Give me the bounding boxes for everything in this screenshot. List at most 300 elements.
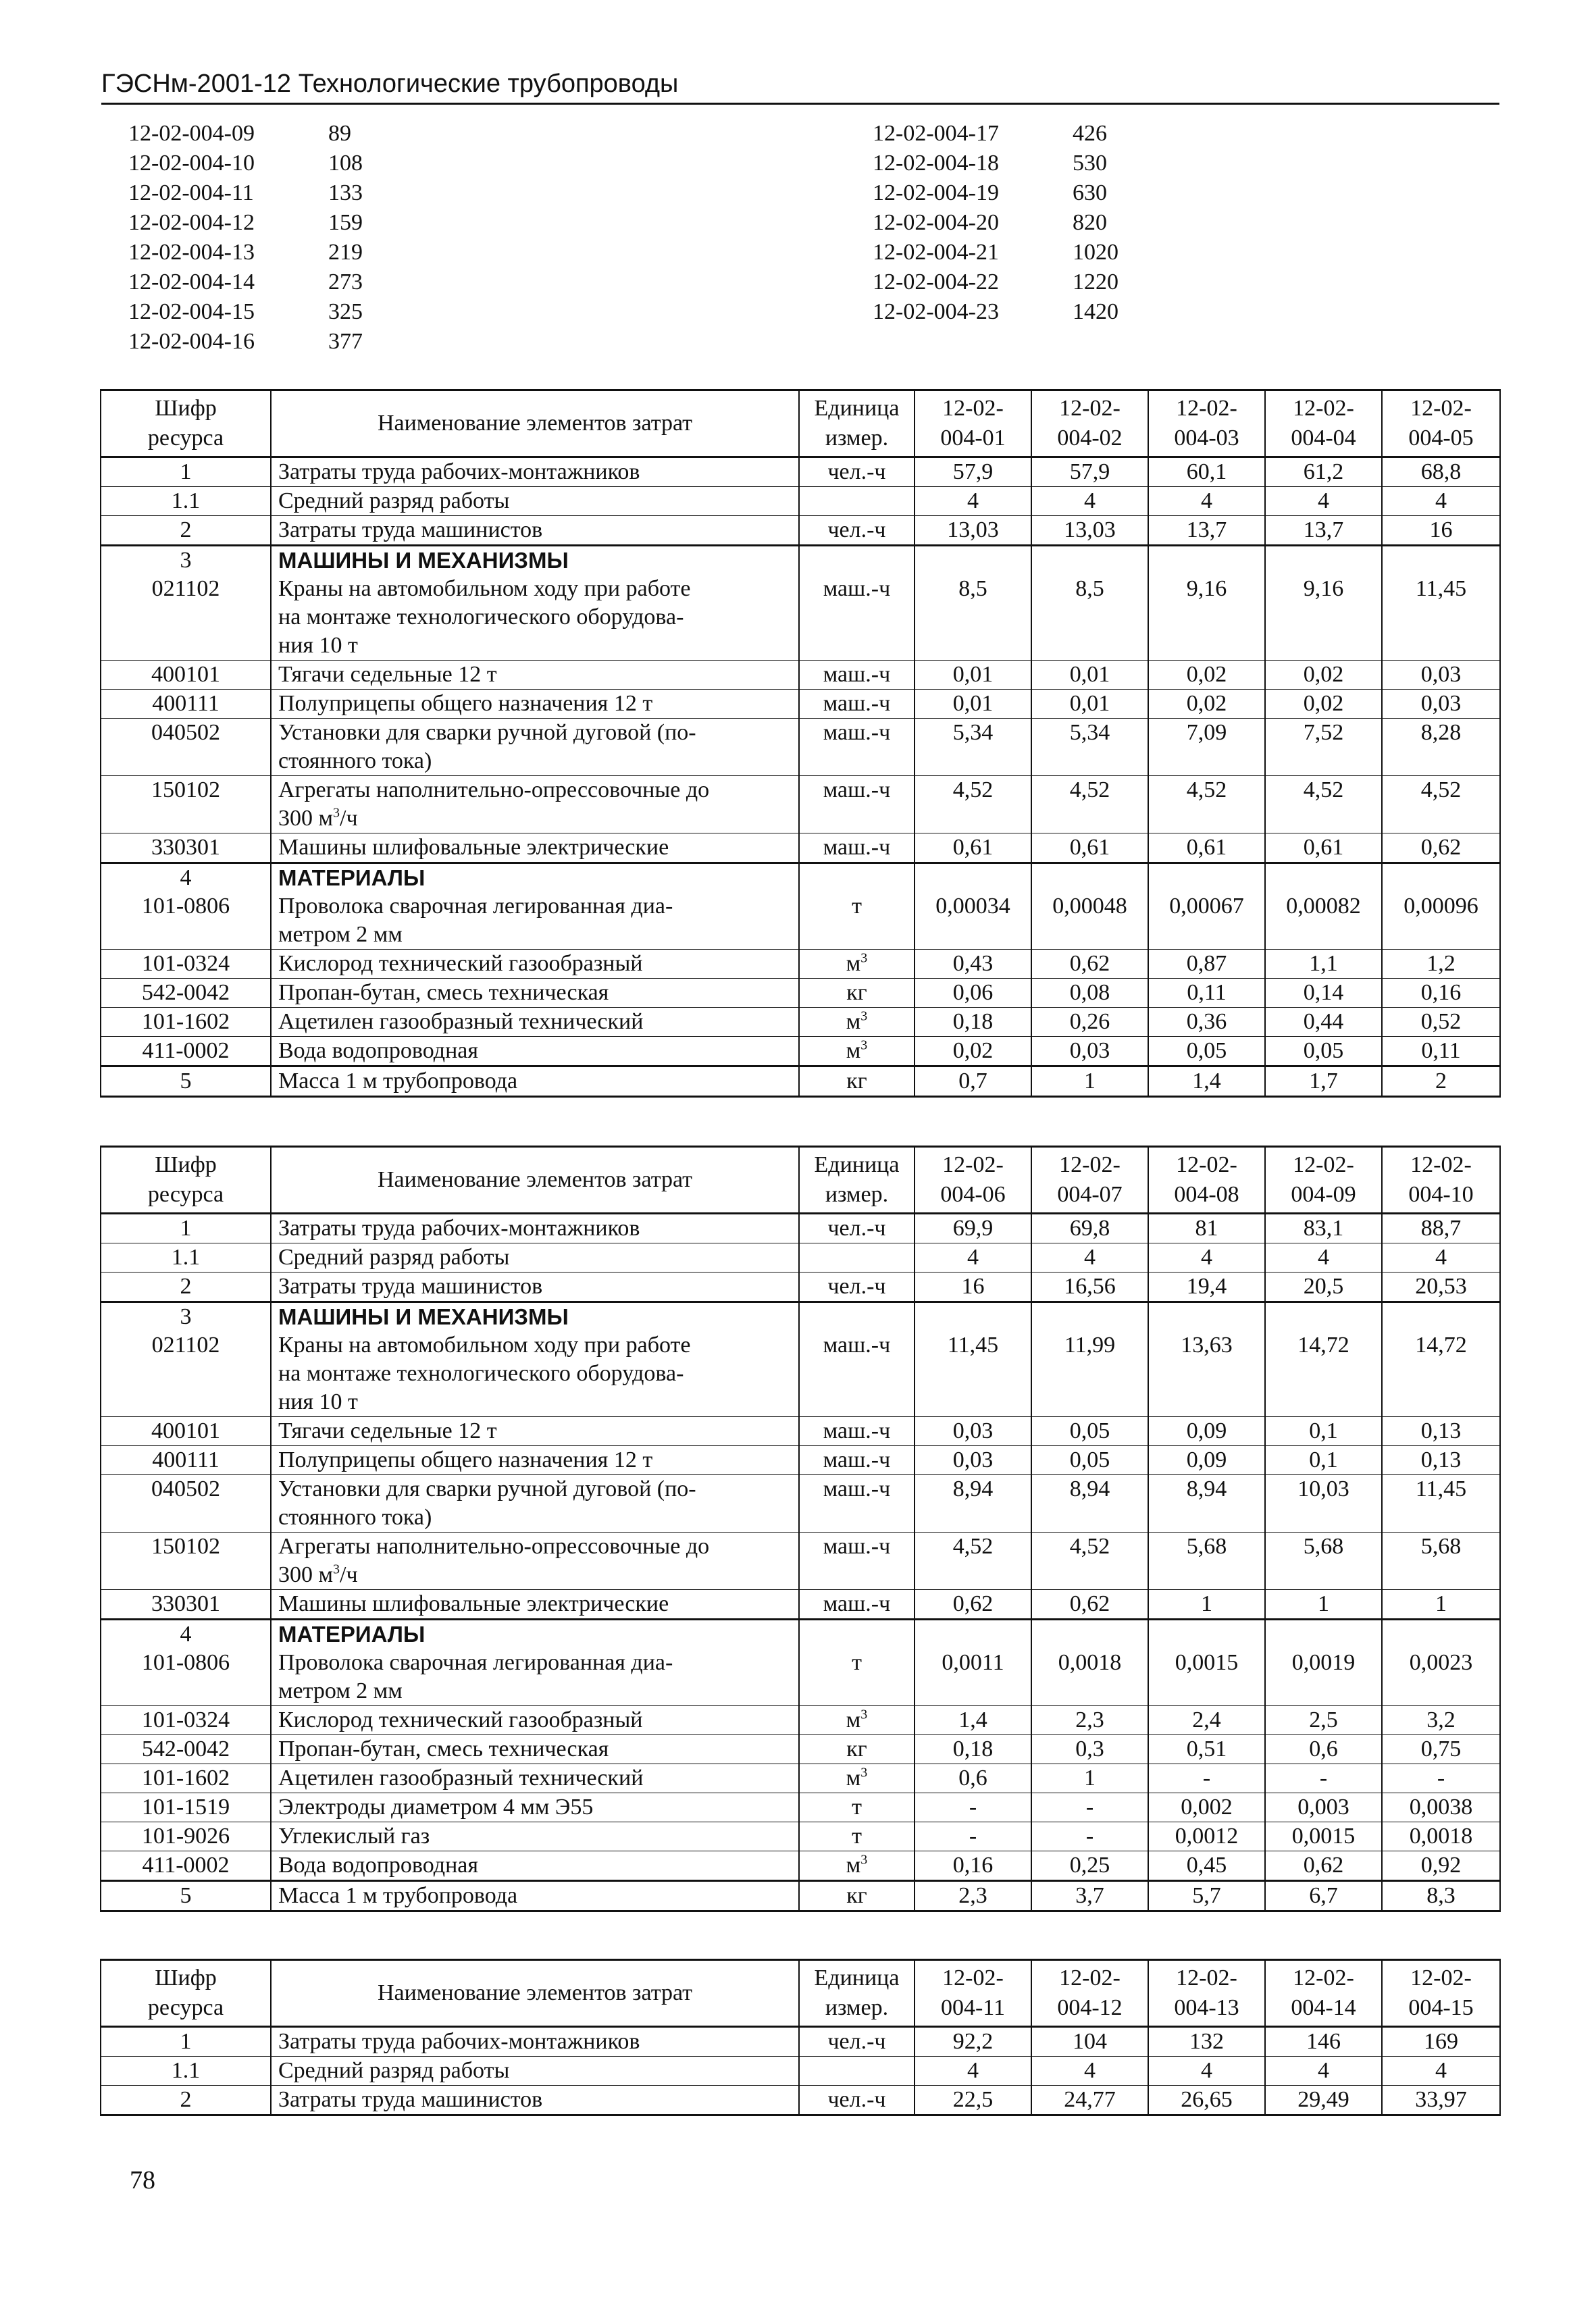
resource-code: 101-0324 <box>101 1706 271 1735</box>
code-list-code: 12-02-004-10 <box>128 151 255 176</box>
resource-value: 4 <box>1148 487 1265 516</box>
resource-value: 26,65 <box>1148 2086 1265 2115</box>
resource-name-line: Тягачи седельные 12 т <box>278 662 497 687</box>
resource-value: 0,08 <box>1031 979 1148 1008</box>
header-column-code: 12-02- 004-06 <box>915 1147 1031 1214</box>
table-row <box>101 661 1500 690</box>
resource-value: 1,1 <box>1265 950 1382 979</box>
code-list-diameter: 1220 <box>1073 269 1118 294</box>
resource-value: 0,0018 <box>1382 1822 1500 1851</box>
resource-value <box>915 546 1031 575</box>
resource-unit: маш.-ч <box>799 690 915 719</box>
resource-value <box>1031 1620 1148 1649</box>
table-row <box>101 719 1500 776</box>
resource-name-line: Проволока сварочная легированная диа- <box>278 1650 673 1675</box>
page-number: 78 <box>130 2166 155 2194</box>
resource-name <box>271 1272 799 1302</box>
table-row <box>101 1851 1500 1881</box>
table-row <box>101 575 1500 661</box>
resource-value: 29,49 <box>1265 2086 1382 2115</box>
resource-value: 0,03 <box>1382 690 1500 719</box>
resource-value: 0,0015 <box>1148 1649 1265 1706</box>
resource-value: 60,1 <box>1148 457 1265 487</box>
resource-value: 2 <box>1382 1066 1500 1097</box>
table-row <box>101 1008 1500 1037</box>
resource-code: 150102 <box>101 1533 271 1590</box>
code-list-code: 12-02-004-19 <box>873 180 999 205</box>
resource-value: 0,09 <box>1148 1417 1265 1446</box>
resource-code: 101-1602 <box>101 1764 271 1793</box>
resource-unit <box>799 1243 915 1272</box>
resource-value: 4,52 <box>1148 776 1265 833</box>
resource-name <box>271 1066 799 1097</box>
table-row <box>101 1793 1500 1822</box>
resource-value: 0,03 <box>915 1446 1031 1475</box>
resource-unit <box>799 863 915 893</box>
resource-name <box>271 546 799 575</box>
resource-value: 8,94 <box>915 1475 1031 1533</box>
resource-value <box>1265 863 1382 893</box>
resource-unit: чел.-ч <box>799 2086 915 2115</box>
resource-value: - <box>915 1793 1031 1822</box>
code-list-diameter: 530 <box>1073 151 1107 176</box>
header-name: Наименование элементов затрат <box>271 1147 799 1214</box>
table-header-row <box>101 1960 1500 2027</box>
resource-unit: т <box>799 1793 915 1822</box>
resource-value: 0,05 <box>1031 1446 1148 1475</box>
code-list-code: 12-02-004-14 <box>128 269 255 294</box>
header-column-code: 12-02- 004-01 <box>915 390 1031 457</box>
resource-name-line: Затраты труда машинистов <box>278 2087 543 2112</box>
resource-value: 0,26 <box>1031 1008 1148 1037</box>
header-column-code: 12-02- 004-15 <box>1382 1960 1500 2027</box>
resource-value: 0,61 <box>1031 833 1148 863</box>
table-row <box>101 1446 1500 1475</box>
resource-unit: $м^3$ <box>799 1851 915 1881</box>
table-row <box>101 1764 1500 1793</box>
resource-unit: кг <box>799 979 915 1008</box>
resource-value: 0,003 <box>1265 1793 1382 1822</box>
resource-value: 169 <box>1382 2027 1500 2057</box>
resource-value: 0,05 <box>1265 1037 1382 1066</box>
table-row <box>101 1649 1500 1706</box>
code-list-code: 12-02-004-20 <box>873 210 999 235</box>
resource-unit: $м^3$ <box>799 1706 915 1735</box>
resource-value: 2,3 <box>915 1881 1031 1911</box>
resource-value: 3,2 <box>1382 1706 1500 1735</box>
resource-value: 0,0019 <box>1265 1649 1382 1706</box>
resource-code: 150102 <box>101 776 271 833</box>
resource-unit <box>799 546 915 575</box>
resource-name <box>271 1008 799 1037</box>
resource-value: 2,5 <box>1265 1706 1382 1735</box>
table-row <box>101 1620 1500 1649</box>
resource-code: 411-0002 <box>101 1037 271 1066</box>
resource-name-line: стоянного тока) <box>278 1505 432 1530</box>
code-list-diameter: 89 <box>328 121 351 146</box>
resource-unit: маш.-ч <box>799 1475 915 1533</box>
table-row <box>101 1881 1500 1911</box>
code-list-right <box>873 119 1174 327</box>
resource-name-line: Полуприцепы общего назначения 12 т <box>278 1447 653 1472</box>
resource-value: 13,63 <box>1148 1331 1265 1417</box>
code-list-code: 12-02-004-17 <box>873 121 999 146</box>
code-list-row <box>873 238 1174 267</box>
resource-value: 2,3 <box>1031 1706 1148 1735</box>
header-unit: Единица измер. <box>799 1147 915 1214</box>
resource-value: 0,00096 <box>1382 892 1500 950</box>
resource-name <box>271 516 799 546</box>
resource-value: 4,52 <box>915 1533 1031 1590</box>
resource-name-line: Машины шлифовальные электрические <box>278 835 669 860</box>
resource-code: 1.1 <box>101 1243 271 1272</box>
resource-value: 0,06 <box>915 979 1031 1008</box>
resource-name <box>271 1735 799 1764</box>
resource-value: 4,52 <box>1265 776 1382 833</box>
resource-code: 542-0042 <box>101 1735 271 1764</box>
resource-value: 13,7 <box>1148 516 1265 546</box>
table-row <box>101 1331 1500 1417</box>
table-row <box>101 1272 1500 1302</box>
resource-code: 021102 <box>101 1331 271 1417</box>
resource-value: 24,77 <box>1031 2086 1148 2115</box>
resource-name <box>271 1475 799 1533</box>
resource-value: 0,16 <box>915 1851 1031 1881</box>
resource-value: 0,01 <box>1031 661 1148 690</box>
resource-value: 0,7 <box>915 1066 1031 1097</box>
resource-code: 021102 <box>101 575 271 661</box>
resource-unit: $м^3$ <box>799 1037 915 1066</box>
resource-value: 0,00034 <box>915 892 1031 950</box>
resource-code: 3 <box>101 546 271 575</box>
resource-name <box>271 863 799 893</box>
resource-name <box>271 719 799 776</box>
resource-name <box>271 979 799 1008</box>
resource-value: 0,002 <box>1148 1793 1265 1822</box>
resource-name <box>271 1214 799 1243</box>
code-list-row <box>873 119 1174 149</box>
resource-value: 8,94 <box>1148 1475 1265 1533</box>
resource-value: 0,62 <box>1031 950 1148 979</box>
resource-name <box>271 457 799 487</box>
resource-value: 0,02 <box>915 1037 1031 1066</box>
resource-value: 0,51 <box>1148 1735 1265 1764</box>
resource-name <box>271 487 799 516</box>
table-row <box>101 1590 1500 1620</box>
header-column-code: 12-02- 004-04 <box>1265 390 1382 457</box>
resource-code: 1 <box>101 2027 271 2057</box>
resource-value: 3,7 <box>1031 1881 1148 1911</box>
code-list-code: 12-02-004-13 <box>128 240 255 265</box>
resource-value: 11,45 <box>1382 1475 1500 1533</box>
code-list-diameter: 820 <box>1073 210 1107 235</box>
resource-value: 0,0023 <box>1382 1649 1500 1706</box>
code-list-diameter: 1420 <box>1073 299 1118 324</box>
resource-name-line: Затраты труда рабочих-монтажников <box>278 1216 640 1241</box>
code-list-diameter: 273 <box>328 269 363 294</box>
code-list-diameter: 133 <box>328 180 363 205</box>
table-row <box>101 2027 1500 2057</box>
resource-value: 1 <box>1148 1590 1265 1620</box>
resource-code: 4 <box>101 863 271 893</box>
resource-value: 22,5 <box>915 2086 1031 2115</box>
resource-name <box>271 1446 799 1475</box>
table-row <box>101 1243 1500 1272</box>
resource-value: 0,1 <box>1265 1417 1382 1446</box>
table-row <box>101 1706 1500 1735</box>
resource-value: 1,4 <box>915 1706 1031 1735</box>
resource-value: 13,03 <box>1031 516 1148 546</box>
resource-name <box>271 2057 799 2086</box>
code-list-row <box>873 208 1174 238</box>
resource-value: 8,3 <box>1382 1881 1500 1911</box>
resource-unit <box>799 1620 915 1649</box>
resource-value: 0,16 <box>1382 979 1500 1008</box>
resource-unit: маш.-ч <box>799 719 915 776</box>
resource-value: 0,11 <box>1148 979 1265 1008</box>
resource-table-3 <box>100 1959 1501 2116</box>
resource-value: 7,52 <box>1265 719 1382 776</box>
code-list-row <box>128 327 430 357</box>
resource-code: 1.1 <box>101 487 271 516</box>
resource-value: 0,43 <box>915 950 1031 979</box>
resource-name-line: Затраты труда машинистов <box>278 1274 543 1299</box>
resource-value: 2,4 <box>1148 1706 1265 1735</box>
resource-name-line: МАТЕРИАЛЫ <box>278 865 426 890</box>
resource-value: - <box>1031 1793 1148 1822</box>
resource-name-line: Кислород технический газообразный <box>278 951 643 976</box>
resource-value: 0,62 <box>915 1590 1031 1620</box>
table-row <box>101 1417 1500 1446</box>
resource-value: 0,01 <box>915 661 1031 690</box>
resource-value: 19,4 <box>1148 1272 1265 1302</box>
resource-value: 0,0015 <box>1265 1822 1382 1851</box>
resource-unit: чел.-ч <box>799 1214 915 1243</box>
table-row <box>101 979 1500 1008</box>
code-list-row <box>128 119 430 149</box>
resource-name-line: 300 $м^3/ч$ <box>278 1562 358 1587</box>
header-column-code: 12-02- 004-03 <box>1148 390 1265 457</box>
resource-name <box>271 776 799 833</box>
header-column-code: 12-02- 004-09 <box>1265 1147 1382 1214</box>
resource-unit: т <box>799 1649 915 1706</box>
resource-name-line: на монтаже технологического оборудова- <box>278 1361 684 1386</box>
header-column-code: 12-02- 004-13 <box>1148 1960 1265 2027</box>
resource-code: 101-1519 <box>101 1793 271 1822</box>
resource-value: 1,4 <box>1148 1066 1265 1097</box>
resource-value: 1,2 <box>1382 950 1500 979</box>
resource-name <box>271 1417 799 1446</box>
resource-name <box>271 1649 799 1706</box>
resource-value: 0,01 <box>1031 690 1148 719</box>
resource-code: 040502 <box>101 1475 271 1533</box>
resource-unit: маш.-ч <box>799 1533 915 1590</box>
resource-name-line: 300 $м^3/ч$ <box>278 805 358 831</box>
resource-name-line: метром 2 мм <box>278 1678 403 1703</box>
resource-value: 1 <box>1382 1590 1500 1620</box>
resource-value: 0,02 <box>1265 690 1382 719</box>
resource-value: 0,87 <box>1148 950 1265 979</box>
code-list-row <box>873 178 1174 208</box>
header-name: Наименование элементов затрат <box>271 1960 799 2027</box>
table-row <box>101 516 1500 546</box>
resource-unit: маш.-ч <box>799 1417 915 1446</box>
table-header-row <box>101 390 1500 457</box>
resource-name <box>271 892 799 950</box>
resource-value: 0,3 <box>1031 1735 1148 1764</box>
resource-value: 20,53 <box>1382 1272 1500 1302</box>
resource-value: 5,34 <box>915 719 1031 776</box>
resource-value: 69,8 <box>1031 1214 1148 1243</box>
resource-code: 101-1602 <box>101 1008 271 1037</box>
resource-value: 4 <box>915 2057 1031 2086</box>
header-column-code: 12-02- 004-02 <box>1031 390 1148 457</box>
header-column-code: 12-02- 004-08 <box>1148 1147 1265 1214</box>
code-list-code: 12-02-004-11 <box>128 180 254 205</box>
resource-value: 5,68 <box>1265 1533 1382 1590</box>
resource-unit: $м^3$ <box>799 950 915 979</box>
resource-unit <box>799 487 915 516</box>
resource-code: 411-0002 <box>101 1851 271 1881</box>
resource-code: 040502 <box>101 719 271 776</box>
resource-code: 400101 <box>101 661 271 690</box>
resource-value: 0,03 <box>1382 661 1500 690</box>
resource-value: 4 <box>1031 487 1148 516</box>
resource-value: 0,36 <box>1148 1008 1265 1037</box>
resource-code: 4 <box>101 1620 271 1649</box>
resource-value: 0,61 <box>1265 833 1382 863</box>
resource-value: 0,61 <box>1148 833 1265 863</box>
table-row <box>101 457 1500 487</box>
resource-value: 0,05 <box>1031 1417 1148 1446</box>
resource-value: 0,11 <box>1382 1037 1500 1066</box>
resource-value: 8,28 <box>1382 719 1500 776</box>
resource-name <box>271 1793 799 1822</box>
resource-value: - <box>915 1822 1031 1851</box>
resource-value: 57,9 <box>1031 457 1148 487</box>
resource-name <box>271 1620 799 1649</box>
resource-value: 1 <box>1031 1066 1148 1097</box>
resource-name-line: ния 10 т <box>278 1389 358 1414</box>
resource-name-line: Агрегаты наполнительно-опрессовочные до <box>278 1534 710 1559</box>
code-list-diameter: 1020 <box>1073 240 1118 265</box>
code-list-row <box>128 267 430 297</box>
resource-value: 0,14 <box>1265 979 1382 1008</box>
resource-value: 8,94 <box>1031 1475 1148 1533</box>
header-column-code: 12-02- 004-12 <box>1031 1960 1148 2027</box>
header-unit: Единица измер. <box>799 390 915 457</box>
resource-value: 0,25 <box>1031 1851 1148 1881</box>
resource-value <box>1148 863 1265 893</box>
resource-name-line: метром 2 мм <box>278 922 403 947</box>
code-list-code: 12-02-004-23 <box>873 299 999 324</box>
resource-code: 2 <box>101 516 271 546</box>
resource-name-line: Пропан-бутан, смесь техническая <box>278 1737 609 1762</box>
table-row <box>101 950 1500 979</box>
resource-value: 4 <box>1031 2057 1148 2086</box>
resource-value: 16,56 <box>1031 1272 1148 1302</box>
resource-value: 1,7 <box>1265 1066 1382 1097</box>
resource-value: 0,09 <box>1148 1446 1265 1475</box>
resource-name-line: Вода водопроводная <box>278 1853 478 1878</box>
resource-code: 542-0042 <box>101 979 271 1008</box>
code-list-code: 12-02-004-15 <box>128 299 255 324</box>
resource-value: 4 <box>1382 487 1500 516</box>
resource-name <box>271 1533 799 1590</box>
resource-value: 14,72 <box>1265 1331 1382 1417</box>
header-unit: Единица измер. <box>799 1960 915 2027</box>
table-row <box>101 1037 1500 1066</box>
resource-value <box>1031 863 1148 893</box>
resource-value: 9,16 <box>1148 575 1265 661</box>
header-column-code: 12-02- 004-10 <box>1382 1147 1500 1214</box>
resource-value: 0,62 <box>1265 1851 1382 1881</box>
resource-value: 4 <box>1382 2057 1500 2086</box>
resource-code: 101-0324 <box>101 950 271 979</box>
resource-name-line: Вода водопроводная <box>278 1038 478 1063</box>
resource-name <box>271 661 799 690</box>
resource-value: 4 <box>1148 1243 1265 1272</box>
resource-value: 1 <box>1265 1590 1382 1620</box>
resource-code: 330301 <box>101 833 271 863</box>
resource-value <box>1382 1620 1500 1649</box>
resource-value: 0,6 <box>915 1764 1031 1793</box>
resource-value: 13,03 <box>915 516 1031 546</box>
code-list-row <box>128 149 430 178</box>
resource-unit: чел.-ч <box>799 516 915 546</box>
table-row <box>101 1302 1500 1332</box>
resource-unit: маш.-ч <box>799 776 915 833</box>
resource-value: 0,01 <box>915 690 1031 719</box>
resource-name-line: Средний разряд работы <box>278 1245 510 1270</box>
resource-name-line: Затраты труда рабочих-монтажников <box>278 2029 640 2054</box>
code-list-row <box>128 238 430 267</box>
resource-value <box>1031 1302 1148 1332</box>
resource-value: 0,00067 <box>1148 892 1265 950</box>
code-list-code: 12-02-004-18 <box>873 151 999 176</box>
resource-value: 11,45 <box>1382 575 1500 661</box>
resource-value: 16 <box>915 1272 1031 1302</box>
resource-value: 4,52 <box>1031 1533 1148 1590</box>
resource-value: 0,00048 <box>1031 892 1148 950</box>
page-title: ГЭСНм-2001-12 Технологические трубопроводы <box>101 70 679 98</box>
resource-value: 0,52 <box>1382 1008 1500 1037</box>
resource-name <box>271 1590 799 1620</box>
resource-name-line: Кислород технический газообразный <box>278 1707 643 1732</box>
resource-value: 0,44 <box>1265 1008 1382 1037</box>
resource-name <box>271 1851 799 1881</box>
resource-value: - <box>1265 1764 1382 1793</box>
code-list-code: 12-02-004-12 <box>128 210 255 235</box>
resource-name-line: Масса 1 м трубопровода <box>278 1069 518 1094</box>
resource-value <box>1265 1620 1382 1649</box>
code-list-row <box>128 297 430 327</box>
table-row <box>101 1214 1500 1243</box>
resource-name-line: Установки для сварки ручной дуговой (по- <box>278 720 696 745</box>
table-row <box>101 2086 1500 2115</box>
resource-name-line: МАШИНЫ И МЕХАНИЗМЫ <box>278 1304 569 1329</box>
resource-name-line: Масса 1 м трубопровода <box>278 1883 518 1908</box>
resource-unit <box>799 1302 915 1332</box>
code-list-diameter: 426 <box>1073 121 1107 146</box>
resource-value: 6,7 <box>1265 1881 1382 1911</box>
resource-value: 0,00082 <box>1265 892 1382 950</box>
resource-unit: маш.-ч <box>799 575 915 661</box>
table-row <box>101 487 1500 516</box>
code-list-code: 12-02-004-16 <box>128 329 255 354</box>
resource-value: 20,5 <box>1265 1272 1382 1302</box>
resource-name-line: Электроды диаметром 4 мм Э55 <box>278 1795 594 1820</box>
